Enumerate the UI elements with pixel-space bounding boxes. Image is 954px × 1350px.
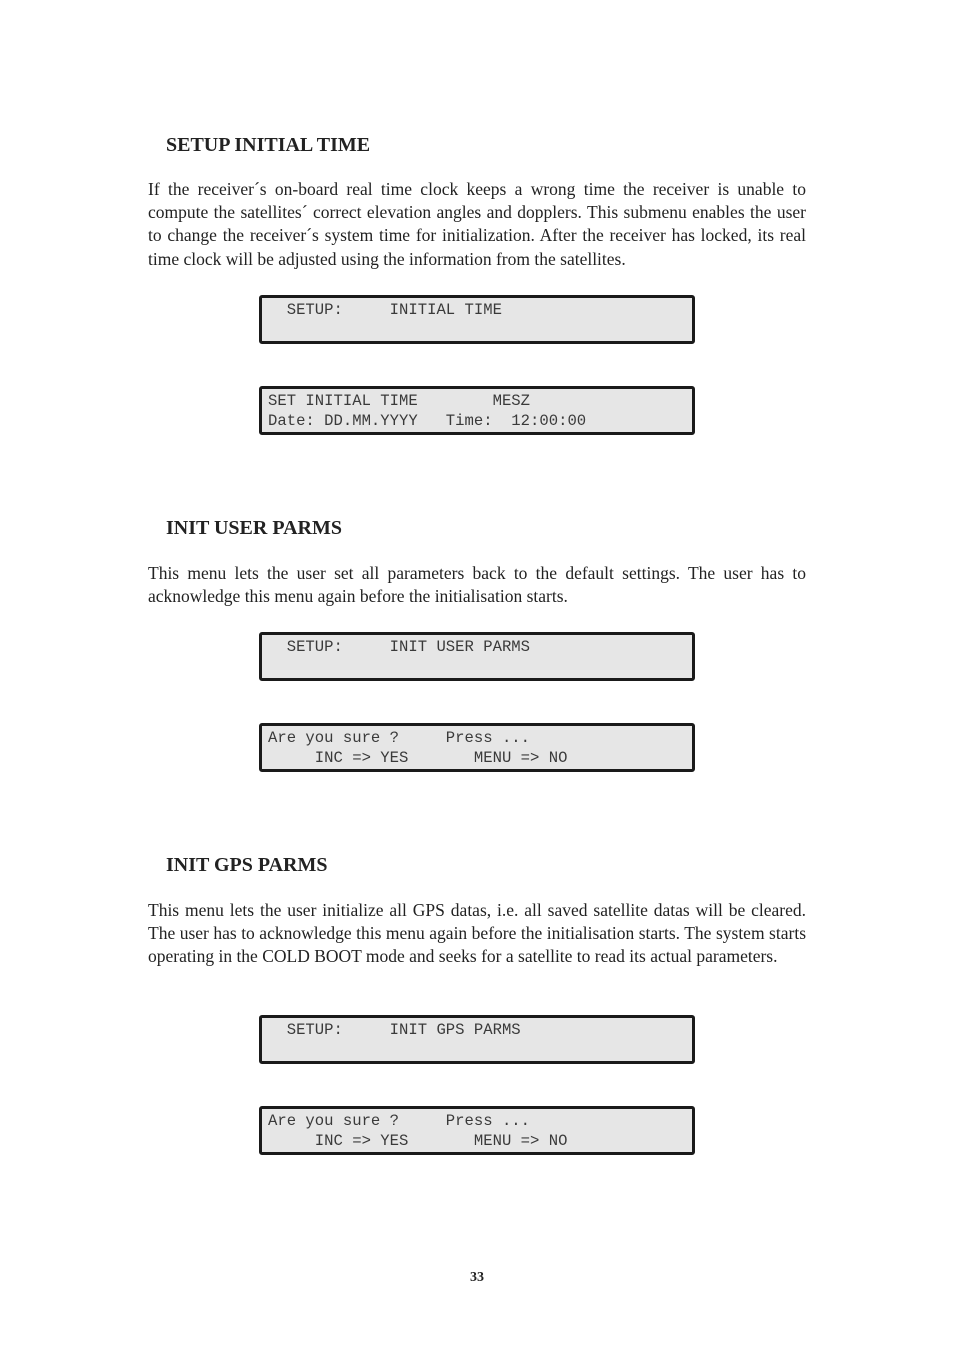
section-paragraph-init-user-parms: This menu lets the user set all parameters back to the default settings. The user has to acknowledge this menu again before the initialisation starts.: [148, 563, 806, 607]
lcd-line-2: INC => YES MENU => NO: [268, 749, 568, 767]
lcd-line-1: Are you sure ? Press ...: [268, 729, 531, 747]
lcd-display-set-initial-time: [259, 386, 695, 435]
lcd-line-1: SET INITIAL TIME MESZ: [268, 392, 531, 410]
lcd-line-1: SETUP: INIT GPS PARMS: [268, 1021, 521, 1039]
lcd-display-setup-initial-time: [259, 295, 695, 344]
lcd-line-1: SETUP: INITIAL TIME: [268, 301, 502, 319]
lcd-display-confirm-init-user-parms: [259, 723, 695, 772]
lcd-line-1: SETUP: INIT USER PARMS: [268, 638, 531, 656]
lcd-display-confirm-init-gps-parms: [259, 1106, 695, 1155]
lcd-display-setup-init-user-parms: [259, 632, 695, 681]
section-heading-init-user-parms: INIT USER PARMS: [166, 517, 342, 539]
lcd-display-setup-init-gps-parms: [259, 1015, 695, 1064]
lcd-line-1: Are you sure ? Press ...: [268, 1112, 531, 1130]
page-number: 33: [470, 1270, 484, 1285]
section-paragraph-init-gps-parms: This menu lets the user initialize all GPS datas, i.e. all saved satellite datas will be cleared. The user has to acknowledge this menu again before the initialisation starts. The system starts operating in the COLD BOOT mode and seeks for a satellite to read its actual parameters.: [148, 900, 806, 967]
section-paragraph-setup-initial-time: If the receiver´s on-board real time clock keeps a wrong time the receiver is unable to compute the satellites´ correct elevation angles and dopplers. This submenu enables the user to change the receiver´s system time for initialization. After the receiver has locked, its real time clock will be adjusted using the information from the satellites.: [148, 179, 806, 269]
lcd-line-2: Date: DD.MM.YYYY Time: 12:00:00: [268, 412, 587, 430]
section-heading-init-gps-parms: INIT GPS PARMS: [166, 854, 328, 876]
section-heading-setup-initial-time: SETUP INITIAL TIME: [166, 134, 371, 156]
lcd-line-2: INC => YES MENU => NO: [268, 1132, 568, 1150]
